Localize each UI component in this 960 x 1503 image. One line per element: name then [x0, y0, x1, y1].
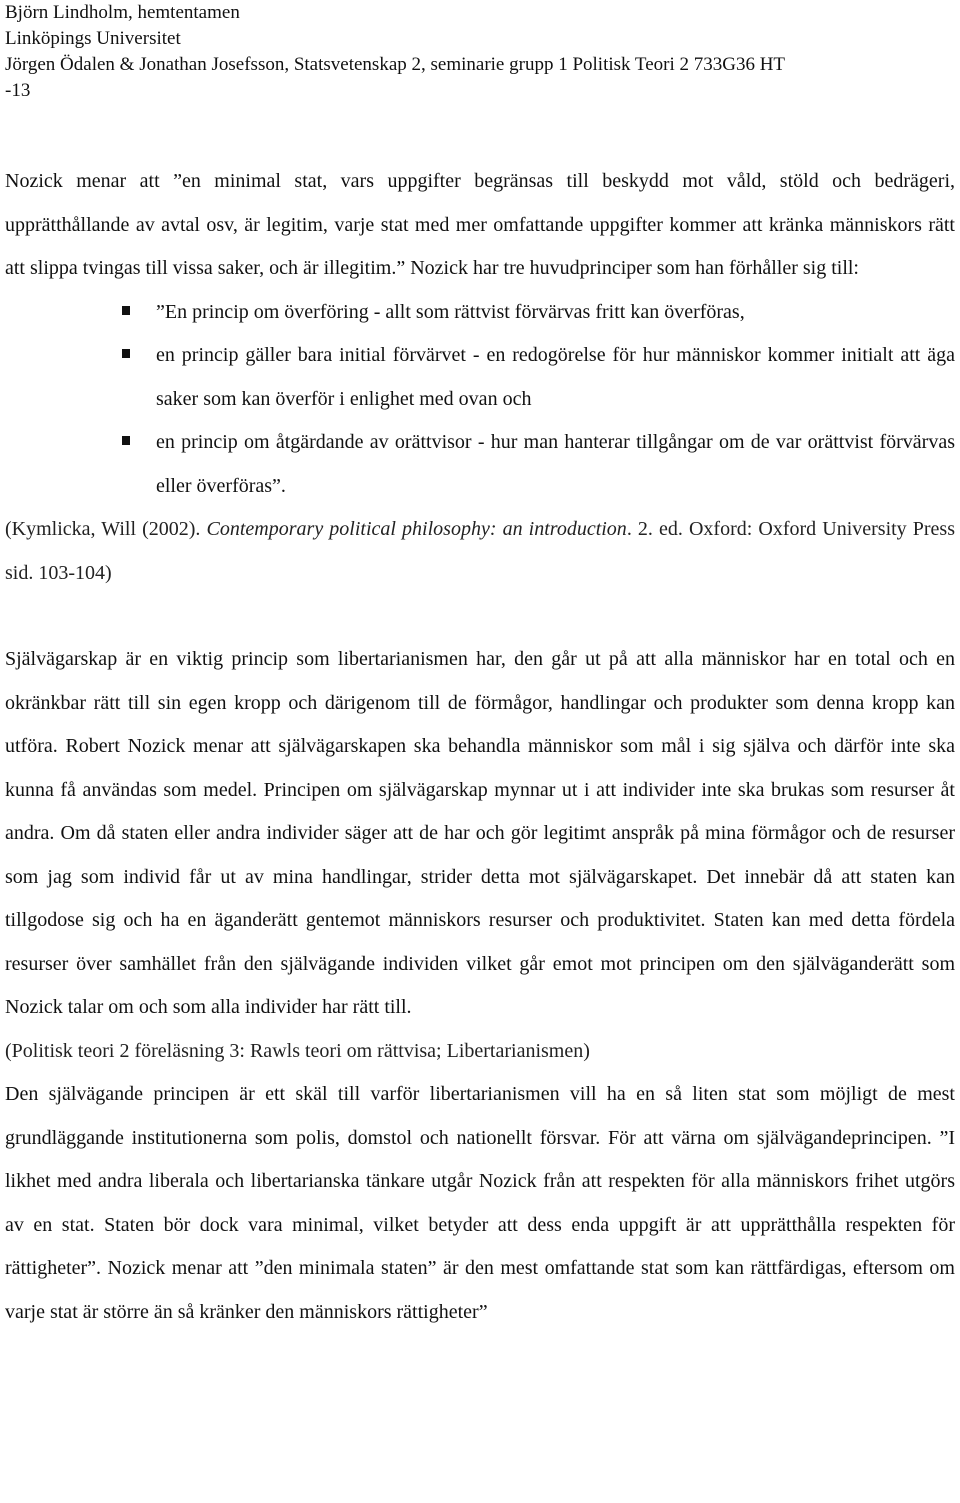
citation-lecture: (Politisk teori 2 föreläsning 3: Rawls teori om rättvisa; Libertarianismen) — [5, 1039, 590, 1062]
citation-kymlicka — [5, 508, 955, 595]
list-item — [5, 291, 955, 335]
citation-publisher: . 2. ed. Oxford: Oxford University Press sid. 103-104) — [5, 518, 956, 584]
minimal-state-paragraph: Den självägande principen är ett skäl till varför libertarianismen vill ha en så liten stat som möjligt de mest grundläggande institutionerna som polis, domstol och nationellt försvar. För att värna om självägandeprincipen. ”I likhet med andra liberala och libertarianska tänkare utgår Nozick från att respekten för alla människors frihet utgörs av en stat. Staten bör dock vara minimal, vilket betyder att dess enda uppgift är att upprätthålla respekten för rättigheter”. Nozick menar att ”den minimala staten” är den mest omfattande stat som kan rättfärdigas, eftersom om varje stat är större än så kränker den människors rättigheter” — [5, 1083, 955, 1323]
header-university: Linköpings Universitet — [5, 28, 181, 49]
self-ownership-paragraph: Självägarskap är en viktig princip som libertarianismen har, den går ut på att alla människor har en total och en okränkbar rätt till sin egen kropp och därigenom till de förmågor, handlingar och produkter som denna kropp kan utföra. Robert Nozick menar att självägarskapen ska behandla människor som mål i sig själva och därför inte ska kunna få användas som medel. Principen om självägarskap mynnar ut i att individer inte ska brukas som resurser åt andra. Om då staten eller andra individer säger att de har och gör legitimt anspråk på mina förmågor och de resurser som jag som individ får ut av mina handlingar, strider detta mot självägarskapet. Det innebär då att staten kan tillgodose sig och ha en äganderätt gentemot människors resurser och produktivitet. Staten kan med detta fördela resurser över samhället från den självägande individen vilket går emot mot principen om den själväganderätt som Nozick talar om och som alla individer har rätt till. — [5, 648, 955, 1018]
header-course: Jörgen Ödalen & Jonathan Josefsson, Statsvetenskap 2, seminarie grupp 1 Politisk Teori 2 733G36 HT — [5, 54, 786, 75]
list-item-text: ”En princip om överföring - allt som rättvist förvärvas fritt kan överföras, — [156, 300, 745, 323]
square-bullet-icon — [122, 436, 130, 445]
list-item — [5, 334, 955, 421]
citation-author: (Kymlicka, Will (2002). — [5, 518, 207, 540]
intro-paragraph: Nozick menar att ”en minimal stat, vars uppgifter begränsas till beskydd mot våld, stöld och bedrägeri, upprätthållande av avtal osv, är legitim, varje stat med mer omfattande uppgifter kommer att kränka människors rätt att slippa tvingas till vissa saker, och är illegitim.” Nozick har tre huvudprinciper som han förhåller sig till: — [5, 170, 955, 279]
document-header — [5, 0, 955, 104]
principles-list — [5, 291, 955, 509]
section-self-ownership — [5, 638, 955, 1334]
square-bullet-icon — [122, 306, 130, 315]
document-page — [5, 0, 955, 1334]
list-item-text: en princip om åtgärdande av orättvisor - hur man hanterar tillgångar om de var orättvist förvärvas eller överföras”. — [156, 431, 955, 497]
list-item — [5, 421, 955, 508]
header-term: -13 — [5, 80, 31, 101]
paragraph-gap — [5, 595, 955, 638]
citation-title: Contemporary political philosophy: an introduction — [206, 518, 627, 540]
list-item-text: en princip gäller bara initial förvärvet - en redogörelse för hur människor kommer initialt att äga saker som kan överför i enlighet med ovan och — [156, 344, 955, 410]
header-author: Björn Lindholm, hemtentamen — [5, 2, 240, 23]
section-minimal-state — [5, 160, 955, 595]
square-bullet-icon — [122, 349, 130, 358]
